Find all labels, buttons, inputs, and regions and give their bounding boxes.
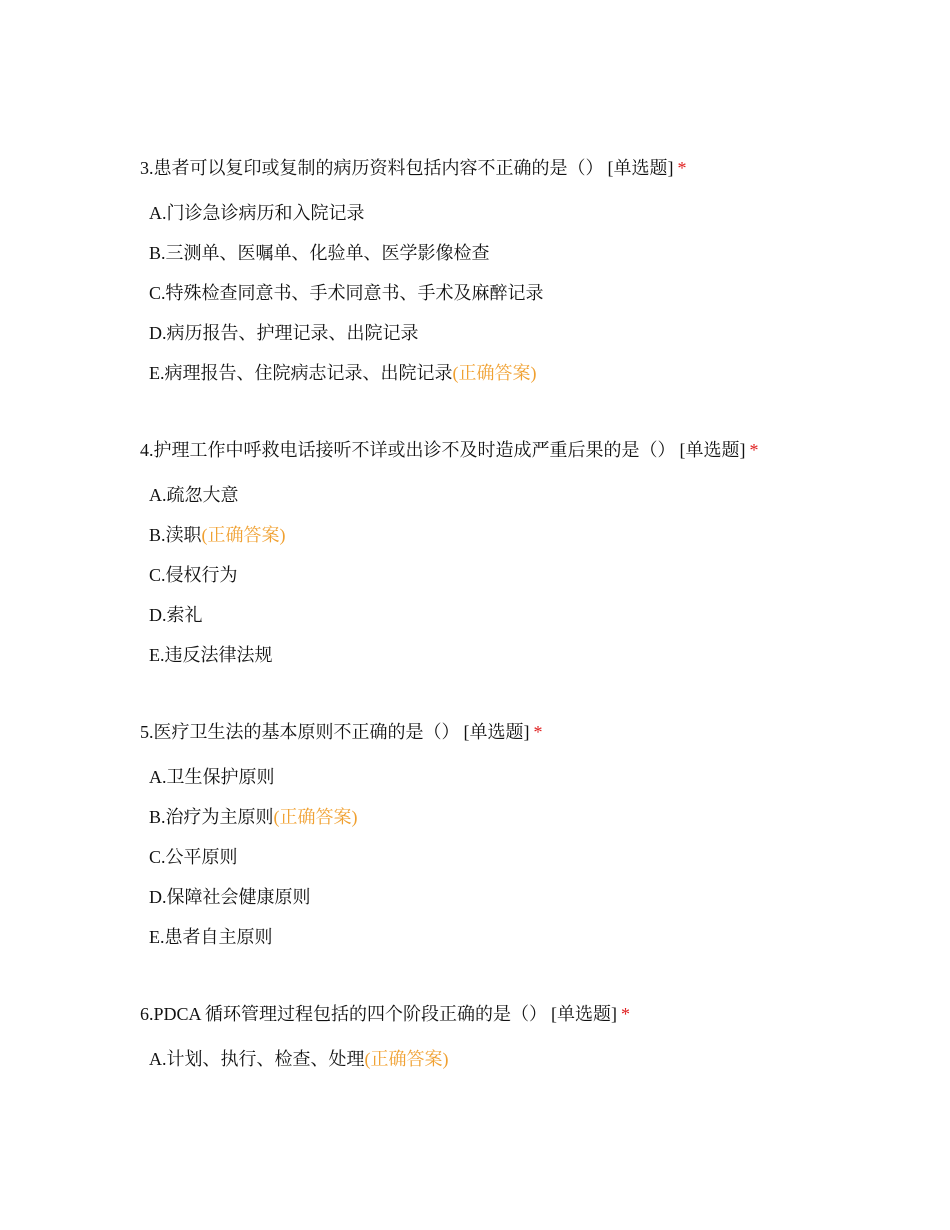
question-3 (140, 156, 840, 401)
option-item (149, 201, 840, 225)
option-text: A.门诊急诊病历和入院记录 (149, 203, 365, 223)
question-text: 6.PDCA 循环管理过程包括的四个阶段正确的是（） (140, 1004, 548, 1024)
option-list (149, 201, 840, 385)
option-text: E.病理报告、住院病志记录、出院记录 (149, 363, 453, 383)
correct-answer-marker: (正确答案) (201, 525, 286, 545)
option-item (149, 1047, 840, 1071)
option-text: A.计划、执行、检查、处理 (149, 1049, 365, 1069)
option-item (149, 523, 840, 547)
question-6 (140, 1002, 840, 1087)
question-type: [单选题] (679, 440, 746, 460)
correct-answer-marker: (正确答案) (364, 1049, 449, 1069)
option-item (149, 241, 840, 265)
question-4 (140, 438, 840, 683)
option-text: A.卫生保护原则 (149, 767, 275, 787)
question-title (140, 156, 840, 180)
option-item (149, 483, 840, 507)
option-list (149, 1047, 840, 1071)
option-text: B.渎职 (149, 525, 202, 545)
option-text: D.索礼 (149, 605, 203, 625)
question-text: 4.护理工作中呼救电话接听不详或出诊不及时造成严重后果的是（） (140, 440, 676, 460)
option-text: D.保障社会健康原则 (149, 887, 311, 907)
option-item (149, 321, 840, 345)
option-text: C.侵权行为 (149, 565, 238, 585)
question-title (140, 438, 840, 462)
option-item (149, 361, 840, 385)
question-title (140, 720, 840, 744)
required-marker: * (677, 158, 687, 178)
question-title (140, 1002, 840, 1026)
option-text: C.特殊检查同意书、手术同意书、手术及麻醉记录 (149, 283, 544, 303)
option-text: E.违反法律法规 (149, 645, 273, 665)
option-text: E.患者自主原则 (149, 927, 273, 947)
option-item (149, 281, 840, 305)
option-item (149, 885, 840, 909)
option-text: B.治疗为主原则 (149, 807, 274, 827)
option-text: D.病历报告、护理记录、出院记录 (149, 323, 419, 343)
required-marker: * (533, 722, 543, 742)
question-type: [单选题] (463, 722, 530, 742)
correct-answer-marker: (正确答案) (273, 807, 358, 827)
question-text: 3.患者可以复印或复制的病历资料包括内容不正确的是（） (140, 158, 604, 178)
question-5 (140, 720, 840, 965)
question-type: [单选题] (551, 1004, 618, 1024)
required-marker: * (621, 1004, 631, 1024)
option-item (149, 765, 840, 789)
option-item (149, 643, 840, 667)
option-item (149, 603, 840, 627)
option-item (149, 925, 840, 949)
option-item (149, 563, 840, 587)
option-text: B.三测单、医嘱单、化验单、医学影像检查 (149, 243, 490, 263)
correct-answer-marker: (正确答案) (452, 363, 537, 383)
option-list (149, 765, 840, 949)
question-type: [单选题] (607, 158, 674, 178)
required-marker: * (749, 440, 759, 460)
option-text: A.疏忽大意 (149, 485, 239, 505)
question-text: 5.医疗卫生法的基本原则不正确的是（） (140, 722, 460, 742)
option-list (149, 483, 840, 667)
option-text: C.公平原则 (149, 847, 238, 867)
option-item (149, 845, 840, 869)
option-item (149, 805, 840, 829)
